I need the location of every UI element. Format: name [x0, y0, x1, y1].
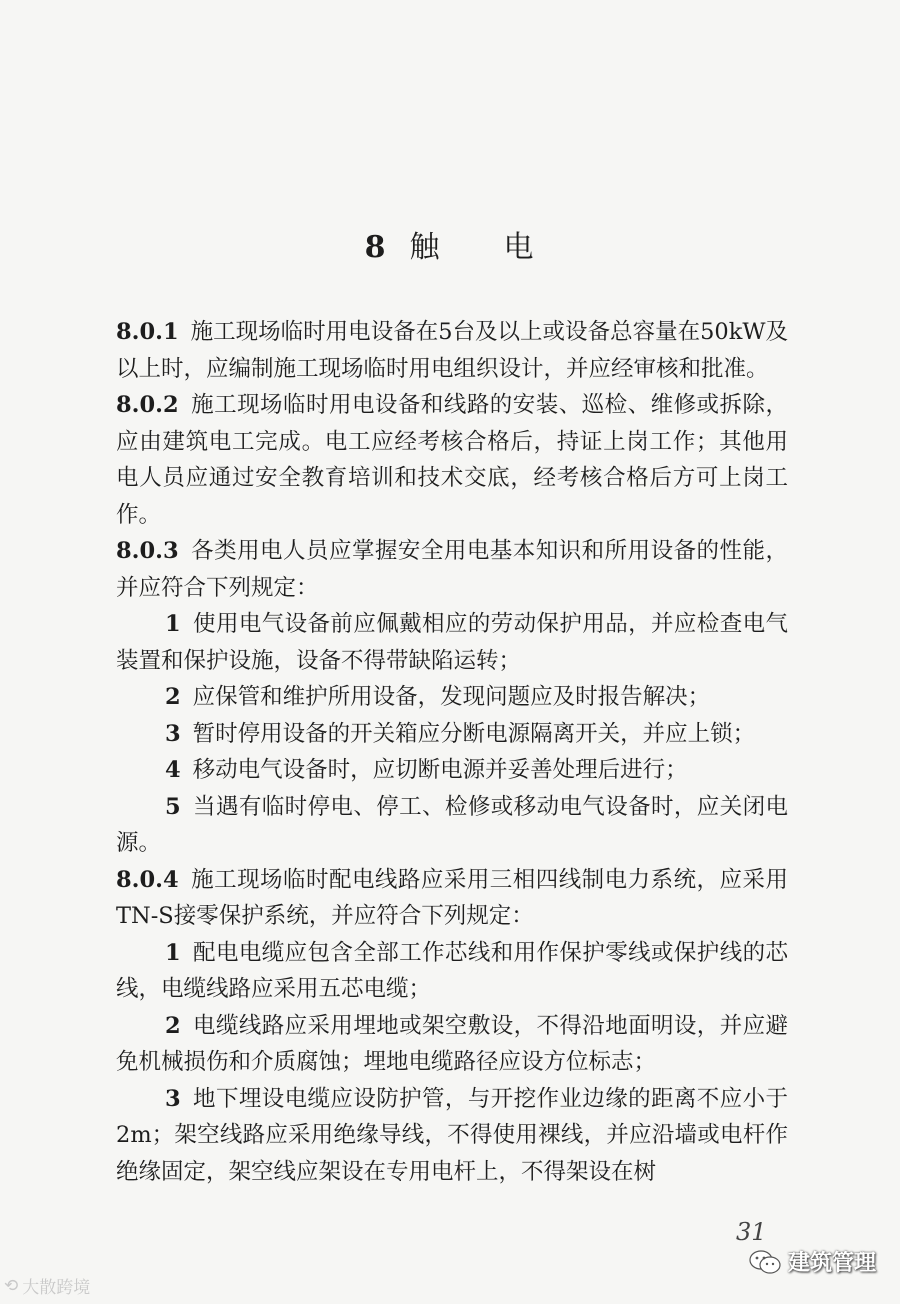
- list-item: [116, 789, 788, 862]
- item-number: 2: [165, 1012, 181, 1039]
- page-number: 31: [736, 1218, 767, 1246]
- list-item: [116, 1008, 788, 1081]
- item-text: 地下埋设电缆应设防护管，与开挖作业边缘的距离不应小于2m；架空线路应采用绝缘导线，不得使用裸线，并应沿墙或电杆作绝缘固定，架空线应架设在专用电杆上，不得架设在树: [116, 1085, 788, 1185]
- watermark-right-text: 建筑管理: [788, 1251, 877, 1276]
- wechat-icon: [748, 1249, 782, 1275]
- clause-number: 8.0.4: [116, 866, 179, 893]
- list-item: [116, 1081, 788, 1191]
- clause-8-0-3: [116, 533, 788, 606]
- item-number: 4: [165, 757, 181, 783]
- item-text: 电缆线路应采用埋地或架空敷设，不得沿地面明设，并应避免机械损伤和介质腐蚀；埋地电缆路径应设方位标志；: [116, 1012, 788, 1075]
- item-number: 2: [165, 684, 181, 710]
- clause-number: 8.0.3: [116, 538, 179, 564]
- clause-8-0-2: [116, 387, 788, 533]
- item-number: 1: [165, 611, 181, 637]
- item-number: 1: [165, 939, 181, 966]
- item-text: 移动电气设备时，应切断电源并妥善处理后进行；: [192, 757, 688, 783]
- document-body: [116, 314, 788, 1190]
- item-text: 暂时停用设备的开关箱应分断电源隔离开关，并应上锁；: [192, 720, 756, 747]
- watermark-left-text: 大散跨境: [22, 1278, 91, 1298]
- item-number: 3: [165, 720, 181, 747]
- item-text: 配电电缆应包含全部工作芯线和用作保护零线或保护线的芯线，电缆线路应采用五芯电缆；: [116, 939, 788, 1002]
- item-text: 使用电气设备前应佩戴相应的劳动保护用品，并应检查电气装置和保护设施，设备不得带缺陷运转；: [116, 611, 788, 674]
- chapter-title-char-2: 电: [503, 230, 536, 265]
- item-number: 3: [165, 1085, 181, 1112]
- logo-icon: ⟲: [4, 1275, 19, 1296]
- clause-number: 8.0.2: [116, 392, 179, 418]
- clause-text: 各类用电人员应掌握安全用电基本知识和所用设备的性能，并应符合下列规定：: [116, 538, 788, 601]
- list-item: [116, 935, 788, 1008]
- list-item: [116, 752, 788, 789]
- clause-text: 施工现场临时用电设备在5台及以上或设备总容量在50kW及以上时，应编制施工现场临时用电组织设计，并应经审核和批准。: [116, 319, 788, 382]
- clause-8-0-4: [116, 862, 788, 935]
- clause-text: 施工现场临时配电线路应采用三相四线制电力系统，应采用TN-S接零保护系统，并应符合下列规定：: [116, 866, 788, 929]
- chapter-number: 8: [364, 230, 388, 265]
- item-number: 5: [165, 793, 181, 820]
- clause-text: 施工现场临时用电设备和线路的安装、巡检、维修或拆除，应由建筑电工完成。电工应经考核合格后，持证上岗工作；其他用电人员应通过安全教育培训和技术交底，经考核合格后方可上岗工作。: [116, 392, 788, 528]
- list-item: [116, 606, 788, 679]
- clause-8-0-1: [116, 314, 788, 387]
- list-item: [116, 679, 788, 716]
- watermark-left: [4, 1273, 90, 1298]
- list-item: [116, 716, 788, 753]
- chapter-title-char-1: 触: [409, 230, 442, 265]
- watermark-right: [748, 1246, 876, 1277]
- item-text: 应保管和维护所用设备，发现问题应及时报告解决；: [192, 684, 711, 710]
- item-text: 当遇有临时停电、停工、检修或移动电气设备时，应关闭电源。: [116, 793, 788, 856]
- clause-number: 8.0.1: [116, 319, 179, 345]
- chapter-title: [0, 222, 900, 266]
